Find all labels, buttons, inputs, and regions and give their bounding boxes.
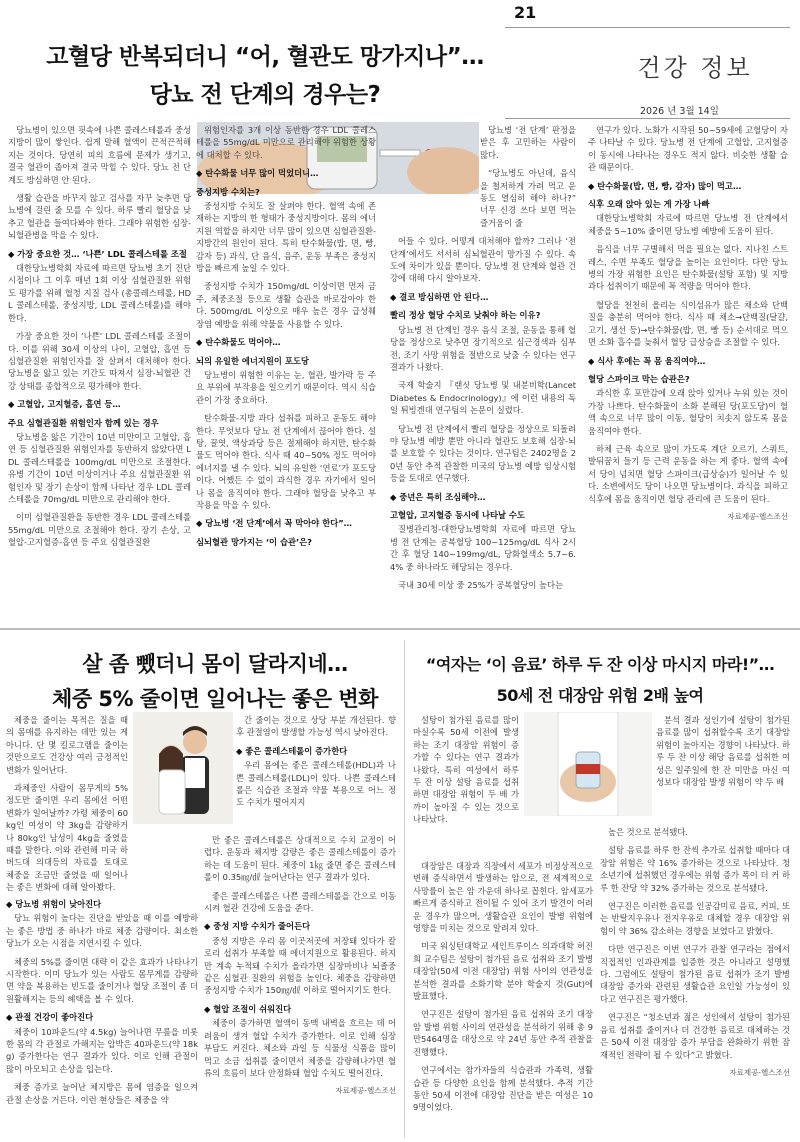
paragraph: 분석 결과 성인기에 설탕이 첨가된 음료를 많이 섭취할수록 조기 대장암 위험이 높아지는 경향이 나타났다. 하루 두 잔 이상 해당 음료를 섭취한 여성은 일주일에 한 잔 미만을 마신 여성보다 대장암 발생 위험이 약 두 배 [656, 715, 790, 788]
article1-headline-line1: 고혈당 반복되더니 “어, 혈관도 망가지나”… [46, 44, 484, 70]
article2-column-2-bottom [204, 834, 396, 1138]
paragraph: 체중이 10파운드(약 4.5kg) 늘어나면 무릎을 비롯한 몸의 각 관절로 가해지는 압박은 40파운드(약 18kg) 증가한다는 연구 결과가 있다. 이로 인해 관절이 많이 마모되고 손상을 입는다. [6, 1026, 198, 1074]
paragraph: “당뇨병도 아닌데, 음식을 철저하게 가려 먹고 운동도 열심히 해야 하나?” 너무 신경 쓰다 보면 먹는 즐거움이 줄 [480, 168, 576, 228]
paragraph: 대장암은 대장과 직장에서 세포가 비정상적으로 변해 증식하면서 발생하는 암으로, 전 세계적으로 사망률이 높은 암 가운데 하나로 꼽힌다. 암세포가 빠르게 증식하고 전이될 수 있어 조기 발견이 어려운 경우가 많으며, 생활습관 요인이 발병 위험에 영향을 미치는 것으로 알려져 있다. [413, 861, 593, 934]
paragraph: 연구가 있다. 노화가 시작된 50~59세에 고혈당이 자주 나타날 수 있다. 당뇨병 전 단계에 고혈압, 고지혈증이 동시에 나타나는 경우도 적지 않다. 비슷한 생활 습관 때문이다. [588, 125, 788, 173]
article1-headline-line2: 당뇨 전 단계의 경우는? [149, 82, 381, 108]
article1-column-4 [588, 124, 788, 620]
subheading: 고혈압, 고지혈증 동시에 나타날 수도 [390, 509, 525, 520]
subheading: ◆ 가장 중요한 것… ‘나쁜’ LDL 콜레스테롤 조절 [8, 248, 187, 259]
subheading: 주요 심혈관질환 위험인자 함께 있는 경우 [8, 417, 159, 428]
paragraph: 탄수화물-지방 과다 섭취를 피하고 운동도 해야 한다. 무엇보다 당뇨 전 단계에서 끊어야 한다. 설탕, 꿀엿, 액상과당 등은 절제해야 하지만, 탄수화물도 먹어야 한다. 식사 때 40~50% 정도 먹어야 에너지를 낼 수 있다. 뇌의 유일한 ‘연료’가 포도당이다. 어쨌든 수 없이 과식한 경우 자기에서 일어나 몸을 움직여야 한다. 그래야 혈당을 낮추고 부작용을 막을 수 있다. [196, 413, 376, 510]
article3-column-2-top [656, 714, 790, 826]
paragraph: 미국 워싱턴대학교 세인트루이스 의과대학 허진희 교수팀은 설탕이 첨가된 음료 섭취와 조기 발병 대장암(50세 이전 대장암) 위험 사이의 연관성을 분석한 결과를 소화기학 분야 학술지 것(Gut)에 발표했다. [413, 941, 593, 1002]
paragraph: 혈당을 천천히 올리는 식이섬유가 많은 채소와 단백질을 충분히 먹어야 한다. 식사 때 채소→단백질(달걀, 고기, 생선 등)→탄수화물(밥, 면, 빵 등) 순서대로 먹으면 소화 흡수를 늦춰서 혈당 급상승을 조절할 수 있다. [588, 299, 788, 348]
subheading: ◆ 당뇨병 ‘전 단계’에서 꼭 막아야 한다”… [196, 518, 352, 529]
subheading: ◆ 탄수화물도 먹어야… [196, 337, 281, 348]
article3-headline-line1: “여자는 ‘이 음료’ 하루 두 잔 이상 마시지 마라!”… [425, 655, 775, 674]
subheading: 식후 오래 앉아 있는 게 가장 나빠 [588, 199, 710, 210]
subheading: 중성지방 수치는? [196, 186, 260, 197]
paragraph: 대한당뇨병학회 자료에 따르면 당뇨병 초기 진단 시점이나 그 이후 매년 1회 이상 심혈관질환 위험도 평가를 위해 혈청 지질 검사 (총콜레스테롤, HDL 콜레스테롤, 중성지방, LDL 콜레스테롤)를 해야 한다. [8, 263, 191, 323]
section-title: 건강 정보 [637, 54, 753, 82]
subheading: ◆ 당뇨병 위험이 낮아진다 [6, 899, 102, 909]
subheading: 뇌의 유일한 에너지원이 포도당 [196, 355, 309, 366]
column-divider [404, 640, 405, 1138]
paragraph: 당뇨병이 위험한 이유는 눈, 혈관, 발가락 등 주요 부위에 부작용을 일으키기 때문이다. 역시 식습관이 가장 중요하다. [196, 369, 376, 405]
paragraph: 국제 학술지 『랜싯 당뇨병 및 내분비학(Lancet Diabetes & Endocrinology)』에 이런 내용의 독일 튀빙겐대 연구팀의 논문이 실렸다. [390, 380, 576, 416]
subheading: ◆ 혈압 조절이 쉬워진다 [204, 1003, 292, 1014]
paragraph: 음식을 너무 구별해서 먹을 필요는 없다. 지나친 스트레스, 수면 부족도 혈당을 높이는 요인이다. 다만 당뇨병의 가장 위험한 요인은 탄수화물(설탕 포함) 및 지방 과다 섭취이기 때문에 꼭 적량을 먹어야 한다. [588, 244, 788, 292]
paragraph: 체중이 증가하면 혈액이 동맥 내벽을 흐르는 데 어려움이 생겨 혈압 수치가 증가한다. 이로 인해 심장 부담도 커진다. 체소와 과일 등 식물성 식품을 많이 먹고 소금 섭취를 줄이면서 체중을 감량해나가면 혈류의 흐름이 보다 안정화돼 혈압 수치도 떨어진다. [204, 1018, 396, 1078]
subheading: 심뇌혈관 망가지는 ‘이 습관’은? [196, 536, 312, 547]
subheading: ◆ 중성 지방 수치가 줄어든다 [204, 921, 311, 932]
paragraph: 설탕이 첨가된 음료를 많이 마실수록 50세 이전에 발생하는 조기 대장암 위험이 증가할 수 있다는 연구 결과가 나왔다. 특히 여성에서 하루 두 잔 이상 설탕 음료를 섭취하면 대장암 위험이 두 배 가까이 높아질 수 있는 것으로 나타났다. [413, 715, 519, 825]
subheading: 혈당 스파이크 막는 습관은? [588, 373, 690, 384]
subheading: ◆ 결코 방심하면 안 된다… [390, 291, 489, 302]
paragraph: 질병관리청-대한당뇨병학회 자료에 따르면 당뇨병 전 단계는 공복혈당 100~125mg/dL 식사 2시간 후 혈당 140~199mg/dL, 당화혈색소 5.7~6.4% 중 하나라도 해당되는 경우다. [390, 524, 576, 572]
article3-column-1-bottom [413, 860, 593, 1138]
paragraph: 국내 30세 이상 중 25%가 공복혈당이 높다는 [398, 580, 564, 590]
paragraph: 당뇨병이 있으면 핏속에 나쁜 콜레스테롤과 중성지방이 많이 쌓인다. 쉽게 말해 혈액이 끈적끈적해지는 것이다. 당연히 피의 흐름에 문제가 생기고, 결국 혈관이 좁아져 결국 막힐 수 있다. 당뇨 전 단계도 방심하면 안 된다. [8, 125, 191, 185]
paragraph: 당뇨병 ‘전 단계’ 판정을 받은 후 고민하는 사람이 많다. [480, 125, 576, 160]
paragraph: 과체중인 사람이 몸무게의 5% 정도만 줄이면 우리 몸에선 어떤 변화가 일어날까? 가령 체중이 60kg인 여성이 약 3kg을 감량하거나 80kg인 남성이 4kg을 줄였을 때를 말한다. 이와 관련해 미국 하버드대 의대등의 자료를 토대로 체중을 조금만 줄였을 때 일어나는 좋은 변화에 대해 알아봤다. [6, 783, 128, 892]
subheading: 빨리 정상 혈당 수치로 낮춰야 하는 이유? [390, 310, 541, 321]
paragraph: 연구진은 이러한 음료를 인공감미료 음료, 커피, 또는 반탈지우유나 전지우유로 대체할 경우 대장암 위험이 약 36% 감소하는 경향을 보였다고 밝혔다. [600, 901, 790, 936]
paragraph: 높은 것으로 분석됐다. [608, 827, 689, 837]
paragraph: 위험인자를 3개 이상 동반한 경우 LDL 콜레스테롤을 55mg/dL 미만으로 관리해야 위험한 상황에 대처할 수 있다. [196, 125, 376, 160]
paragraph: 체중 증가로 늘어난 체지방은 몸에 염증을 일으켜 관절 손상을 거든다. 이런 현상들은 체중을 약 [6, 1082, 198, 1105]
paragraph: 중성지방 수치도 잘 살펴야 한다. 혈액 속에 존재하는 지방의 한 형태가 중성지방이다. 몸의 에너지원 역할을 하지만 너무 많이 있으면 심혈관질환-지방간의 원인이 된다. 특히 탄수화물(밥, 면, 빵, 감자 등) 과식, 단 음식, 음주, 운동 부족은 중성지방을 빠르게 높일 수 있다. [196, 201, 376, 274]
paragraph: 체중의 5%를 줄이면 대략 이 같은 효과가 나타나기 시작한다. 이미 당뇨가 있는 사람도 몸무게를 감량하면 약을 복용하는 빈도를 줄이거나 혈당 조절이 좀 더 원활해지는 등의 혜택을 볼 수 있다. [6, 956, 198, 1004]
paragraph: 생활 습관을 바꾸지 않고 검사를 자꾸 늦추면 당뇨병에 걸린 줄 모를 수 있다. 하루 빨리 혈당을 낮추고 혈관을 들여다봐야 한다. 그래야 위험한 심장-뇌혈관병을 막을 수 있다. [8, 193, 191, 241]
article3-headline-line2: 50세 전 대장암 위험 2배 높여 [496, 686, 704, 705]
paragraph: 중성지방 수치가 150mg/dL 이상이면 먼저 금주, 체중조절 등으로 생활 습관을 바로잡아야 한다. 500mg/dL 이상으로 매우 높은 경우 급성췌장염 예방을 위해 약물을 사용할 수 있다. [196, 281, 376, 329]
paragraph: 당뇨병을 앓은 기간이 10년 미만이고 고혈압, 흡연 등 심혈관질환 위험인자를 동반하지 않았다면 LDL 콜레스테롤을 100mg/dL 미만으로 조절한다. 유병 기간이 10년 이상이거나 주요 심혈관질환 위험인자 및 장기 손상이 함께 나타난 경우 LDL 콜레스테롤을 70mg/dL 미만으로 관리해야 한다. [8, 431, 191, 504]
subheading: ◆ 고혈압, 고지혈증, 흡연 등… [8, 399, 121, 410]
subheading: ◆ 좋은 콜레스테롤이 증가한다 [236, 745, 348, 756]
sugary-drink-photo [524, 712, 652, 816]
paragraph: 이미 심혈관질환을 동반한 경우 LDL 콜레스테롤 55mg/dL 미만으로 조절해야 한다. 장기 손상, 고혈압-고지혈증-흡연 등 주요 심혈관질환 [8, 512, 191, 548]
article3-column-2-bottom [600, 826, 790, 1138]
paragraph: 다만 연구진은 이번 연구가 관찰 연구라는 점에서 직접적인 인과관계를 입증한 것은 아니라고 설명했다. 그럼에도 설탕이 첨가된 음료 섭취가 조기 발병 대장암 증가와 관련된 생활습관 요인일 가능성이 있다고 연구진은 평가했다. [600, 944, 790, 1004]
subheading: ◆ 탄수화물(밥, 면, 빵, 감자) 많이 먹고… [588, 180, 742, 191]
paragraph: 연구에서는 참가자들의 식습관과 가족력, 생활습관 등 다양한 요인을 함께 분석했다. 추적 기간 동안 50세 이전에 대장암 진단을 받은 여성은 109명이었다. [413, 1065, 593, 1113]
paragraph: 연구진은 “청소년과 젊은 성인에서 설탕이 첨가된 음료 섭취를 줄이거나 더 건강한 음료로 대체하는 것은 50세 이전 대장암 증가 부담을 완화하기 위한 잠재적인 전략이 될 수 있다”고 밝혔다. [600, 1012, 790, 1060]
couple-photo [133, 712, 233, 824]
paragraph: 연구진은 설탕이 첨가된 음료 섭취와 조기 대장암 발병 위험 사이의 연관성을 분석하기 위해 총 9만5464명을 대상으로 약 24년 동안 추적 관찰을 진행했다. [413, 1009, 593, 1057]
article1-column-2 [196, 124, 376, 620]
subheading: ◆ 탄수화물 너무 많이 먹었더니… [196, 168, 319, 179]
paragraph: 하체 근육 속으로 많이 가도록 계단 오르기, 스쿼트, 발뒤꿈치 들기 등 근력 운동을 하는 게 좋다. 혈액 속에서 당이 넘치면 혈당 스파이크(급상승)가 일어날 수 있다. 소변에서도 당이 나오면 당뇨병이다. 과식을 피하고 식후에 몸을 움직이면 혈당 관리에 큰 도움이 된다. [588, 443, 788, 504]
article1-credit: 자료제공-헬스조선 [727, 511, 788, 521]
page-number: 21 [514, 3, 537, 22]
subheading: ◆ 식사 후에는 꼭 몸 움직여야… [588, 355, 706, 366]
article2-credit: 자료제공-헬스조선 [335, 1086, 396, 1096]
issue-date: 2026 년 3월 14일 [640, 106, 719, 117]
paragraph: 당뇨병 전 단계인 경우 음식 조절, 운동을 통해 혈당을 정상으로 낮추면 장기적으로 심근경색과 심부전, 조기 사망 위험을 절반으로 낮출 수 있다는 연구 결과가 나왔다. [390, 324, 576, 372]
paragraph: 당뇨 위험이 높다는 진단을 받았을 때 이를 예방하는 좋은 방법 중 하나가 바로 체중 감량이다. 최소한 당뇨가 오는 시점을 지연시킬 수 있다. [6, 913, 198, 949]
paragraph: 당뇨병 전 단계에서 빨리 혈당을 정상으로 되돌려야 당뇨병 예방 뿐만 아니라 혈관도 보호해 심장-뇌를 보호할 수 있다는 것이다. 연구팀은 2402명을 20년 동안 추적 관찰한 미국의 당뇨병 예방 임상시험 등을 토대로 연구했다. [390, 423, 576, 484]
date-divider [505, 118, 790, 119]
paragraph: 체중을 줄이는 목적은 질을 때의 몸매를 유지하는 데만 있는 게 아니다. 단 몇 킬로그램을 줄이는 것만으로도 건강상 여러 긍정적인 변화가 일어난다. [6, 715, 128, 775]
article2-column-1-top [6, 714, 128, 892]
article3-column-1-top [413, 714, 519, 860]
article3-credit: 자료제공-헬스조선 [729, 1067, 790, 1077]
paragraph: 중성 지방은 우리 몸 이곳저곳에 저장돼 있다가 칼로리 섭취가 부족할 때 에너지원으로 활용된다. 하지만 계속 누적돼 수치가 올라가면 심장마비나 뇌졸중 같은 심혈관 질환의 위험을 높인다. 체중을 감량하면 중성지방 수치가 150㎎/㎗ 이하로 떨어지기도 한다. [204, 935, 396, 996]
paragraph: 만 좋은 콜레스테롤은 상대적으로 수치 교정이 어렵다. 운동과 체지방 감량은 좋은 콜레스테롤이 증가하는 데 도움이 된다. 체중이 1㎏ 줄면 좋은 콜레스테롤이 0.35㎎/㎗ 늘어난다는 연구 결과가 있다. [204, 835, 396, 883]
subheading: ◆ 중년은 특히 조심해야… [390, 491, 486, 502]
paragraph: 좋은 콜레스테롤은 나쁜 콜레스테롤을 간으로 이동시켜 혈관 건강에 도움을 준다. [204, 890, 396, 914]
paragraph: 간 줄이는 것으로 상당 부분 개선된다. 향후 관절염이 발생할 가능성 역시 낮아진다. [236, 715, 396, 738]
section-divider [0, 628, 800, 630]
article2-column-1-bottom [6, 892, 198, 1138]
paragraph: 대한당뇨병학회 자료에 따르면 당뇨병 전 단계에서 체중을 5~10% 줄이면 당뇨병 예방에 도움이 된다. [588, 213, 788, 236]
paragraph: 우리 몸에는 좋은 콜레스테롤(HDL)과 나쁜 콜레스테롤(LDL)이 있다. 나쁜 콜레스테롤은 식습관 조절과 약물 복용으로 어느 정도 수치가 떨어지지 [236, 760, 396, 808]
article1-column-3 [390, 124, 576, 620]
header-divider [505, 27, 790, 28]
paragraph: 과식한 후 포만감에 오래 앉아 있거나 누워 있는 것이 가장 나쁘다. 탄수화물이 소화 분해된 당(포도당)이 혈액 속으로 너무 많이 이동, 혈당이 치솟지 않도록 몸을 움직여야 한다. [588, 388, 788, 436]
article1-column-1 [8, 124, 191, 620]
paragraph: 설탕 음료를 하루 한 잔씩 추가로 섭취할 때마다 대장암 위험은 약 16% 증가하는 것으로 나타났다. 청소년기에 섭취했던 경우에는 위험 증가 폭이 더 커 하루 한 잔당 약 32% 증가하는 것으로 분석됐다. [600, 845, 790, 893]
paragraph: 가장 중요한 것이 ‘나쁜’ LDL 콜레스테롤 조절이다. 이를 위해 30세 이상의 나이, 고혈압, 흡연 등 심혈관질환 위험인자를 잘 살펴서 대처해야 한다. 당뇨병을 앓고 있는 기간도 따져서 심장-뇌혈관 건강 상태를 종합적으로 평가해야 한다. [8, 331, 191, 391]
article2-headline-line1: 살 좀 뺐더니 몸이 달라지네… [82, 652, 348, 676]
subheading: ◆ 관절 건강이 좋아진다 [6, 1012, 94, 1023]
article2-column-2-top [236, 714, 396, 834]
paragraph: 어들 수 있다. 어떻게 대처해야 할까? 그러나 ‘전 단계’에서도 서서히 심뇌혈관이 망가질 수 있다. 속도에 차이가 있을 뿐이다. 당뇨병 전 단계와 혈관 건강에 대해 다시 알아보자. [390, 236, 576, 284]
article2-headline-line2: 체중 5% 줄이면 일어나는 좋은 변화 [52, 687, 378, 711]
